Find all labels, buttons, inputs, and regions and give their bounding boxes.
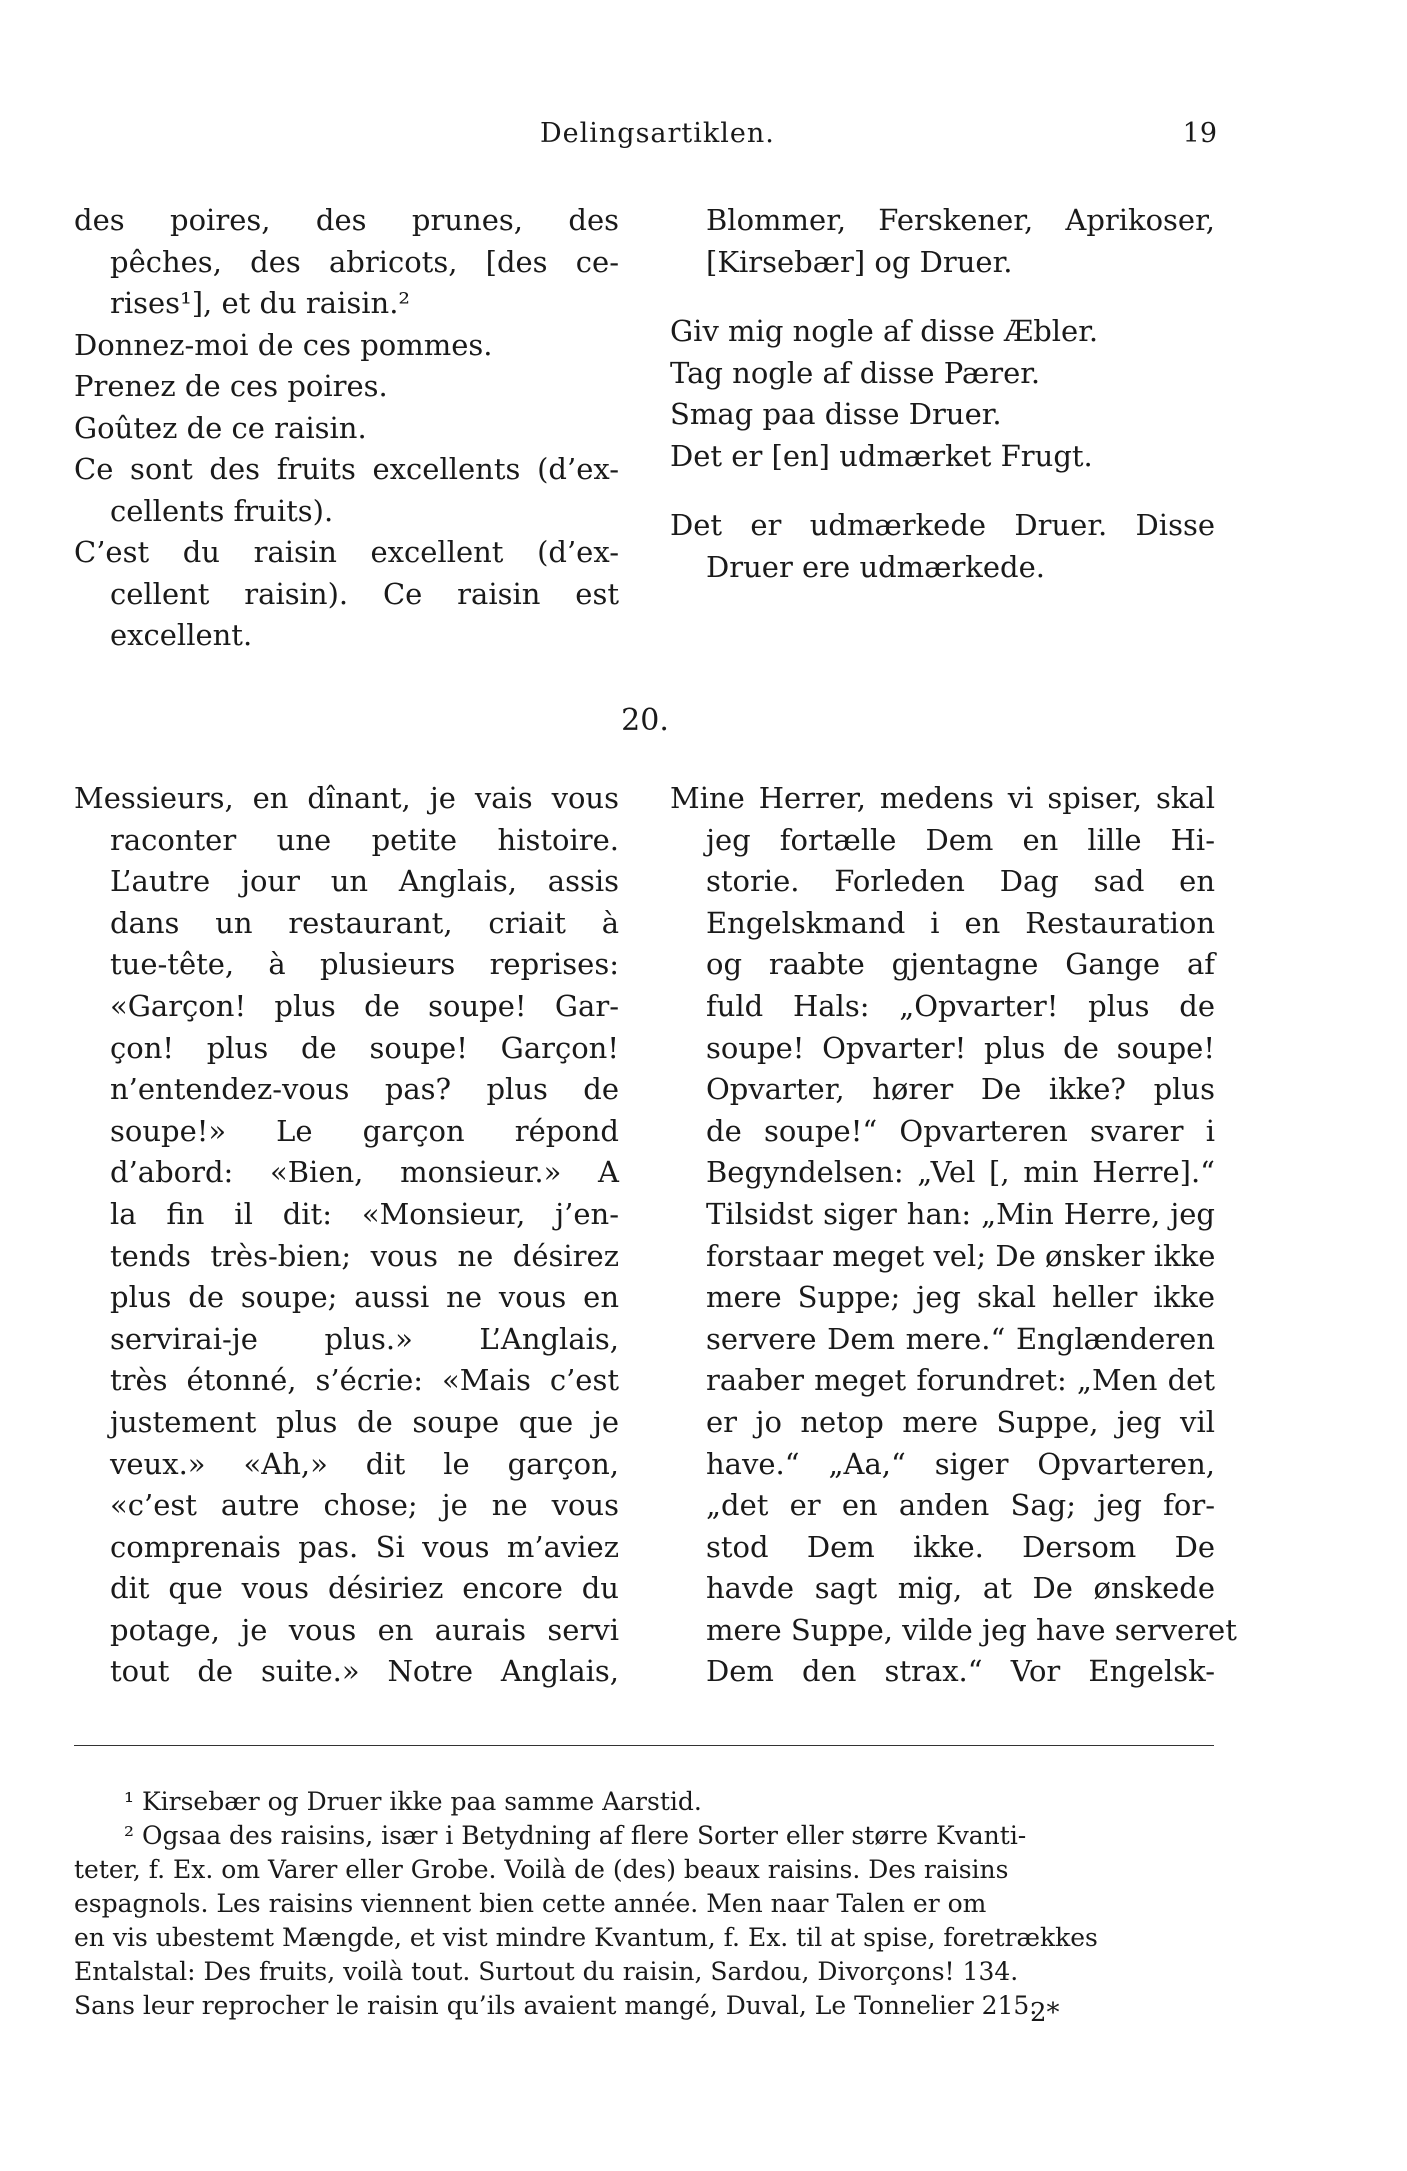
text-line: rises¹], et du raisin.² <box>110 286 411 320</box>
text-line: d’abord: «Bien, monsieur.» A <box>110 1155 619 1190</box>
text-line: soupe!» Le garçon répond <box>110 1113 619 1148</box>
footnote-divider <box>74 1745 1214 1746</box>
text-line: Mine Herrer, medens vi spiser, skal <box>670 781 1215 815</box>
text-line: raaber meget forundret: „Men det <box>706 1363 1215 1398</box>
text-line: n’entendez-vous pas? plus de <box>110 1072 619 1107</box>
text-line: Tilsidst siger han: „Min Herre, jeg <box>706 1196 1215 1231</box>
text-line: er jo netop mere Suppe, jeg vil <box>706 1404 1215 1439</box>
text-line: justement plus de soupe que je <box>110 1404 619 1439</box>
text-line: Begyndelsen: „Vel [, min Herre].“ <box>706 1155 1215 1190</box>
top-left-column <box>74 200 619 657</box>
text-line: excellent. <box>110 618 253 652</box>
page-number: 19 <box>1182 118 1217 149</box>
text-line: Det er [en] udmærket Frugt. <box>670 438 1093 473</box>
text-line: Smag paa disse Druer. <box>670 397 1002 431</box>
text-line: Giv mig nogle af disse Æbler. <box>670 314 1099 348</box>
text-line: Opvarter, hører De ikke? plus <box>706 1072 1215 1107</box>
text-line: cellents fruits). <box>110 493 334 528</box>
text-line: „det er en anden Sag; jeg for- <box>706 1488 1215 1523</box>
running-header <box>0 118 1407 158</box>
text-line: çon! plus de soupe! Garçon! <box>110 1030 619 1065</box>
text-line: Tag nogle af disse Pærer. <box>670 355 1041 390</box>
text-line: Dem den strax.“ Vor Engelsk- <box>706 1654 1215 1689</box>
text-line: og raabte gjentagne Gange af <box>706 947 1215 982</box>
text-line: des poires, des prunes, des <box>74 203 619 237</box>
text-line: Prenez de ces poires. <box>74 369 388 403</box>
text-line: jeg fortælle Dem en lille Hi- <box>706 822 1215 857</box>
text-line: L’autre jour un Anglais, assis <box>110 864 619 899</box>
text-line: potage, je vous en aurais servi <box>110 1612 619 1647</box>
footnote-2-line: teter, f. Ex. om Varer eller Grobe. Voilà de (des) beaux raisins. Des raisins <box>74 1855 1009 1884</box>
footnote-2-line: Sans leur reprocher le raisin qu’ils avaient mangé, Duval, Le Tonnelier 215. <box>74 1991 1038 2020</box>
text-line: Messieurs, en dînant, je vais vous <box>74 781 619 815</box>
section-number: 20. <box>621 703 669 738</box>
text-line: tout de suite.» Notre Anglais, <box>110 1654 619 1689</box>
french-column <box>74 778 619 1693</box>
text-line: veux.» «Ah,» dit le garçon, <box>110 1446 619 1481</box>
danish-column <box>670 778 1237 1693</box>
text-line: raconter une petite histoire. <box>110 822 619 857</box>
text-line: havde sagt mig, at De ønskede <box>706 1571 1215 1606</box>
text-line: comprenais pas. Si vous m’aviez <box>110 1529 619 1564</box>
text-line: plus de soupe; aussi ne vous en <box>110 1280 619 1315</box>
text-line: have.“ „Aa,“ siger Opvarteren, <box>706 1446 1215 1481</box>
text-line: très étonné, s’écrie: «Mais c’est <box>110 1363 619 1398</box>
text-line: cellent raisin). Ce raisin est <box>110 576 619 611</box>
text-line: soupe! Opvarter! plus de soupe! <box>706 1030 1215 1065</box>
text-line: fuld Hals: „Opvarter! plus de <box>706 988 1215 1023</box>
signature-mark: 2* <box>1030 1998 1060 2028</box>
text-line: Det er udmærkede Druer. Disse <box>670 508 1215 542</box>
text-line: dit que vous désiriez encore du <box>110 1571 619 1606</box>
text-line: stod Dem ikke. Dersom De <box>706 1529 1215 1564</box>
text-line: C’est du raisin excellent (d’ex- <box>74 535 619 569</box>
text-line: servirai-je plus.» L’Anglais, <box>110 1321 619 1356</box>
text-line: Goûtez de ce raisin. <box>74 410 367 445</box>
footnote-2-line: en vis ubestemt Mængde, et vist mindre Kvantum, f. Ex. til at spise, foretrækkes <box>74 1923 1098 1952</box>
footnote-2-line: ² Ogsaa des raisins, især i Betydning af flere Sorter eller større Kvanti- <box>124 1821 1027 1850</box>
text-line: Donnez-moi de ces pommes. <box>74 327 493 362</box>
text-line: Druer ere udmærkede. <box>706 549 1045 584</box>
text-line: tends très-bien; vous ne désirez <box>110 1238 619 1273</box>
text-line: pêches, des abricots, [des ce- <box>110 244 619 279</box>
footnotes <box>74 1785 1214 2023</box>
text-line: mere Suppe, vilde jeg have serveret <box>706 1612 1237 1647</box>
text-line: servere Dem mere.“ Englænderen <box>706 1321 1215 1356</box>
text-line: mere Suppe; jeg skal heller ikke <box>706 1280 1215 1315</box>
text-line: [Kirsebær] og Druer. <box>706 244 1013 279</box>
text-line: Ce sont des fruits excellents (d’ex- <box>74 452 619 486</box>
text-line: la fin il dit: «Monsieur, j’en- <box>110 1196 619 1231</box>
top-right-column <box>670 200 1215 588</box>
text-line: Engelskmand i en Restauration <box>706 905 1215 940</box>
footnote-1: ¹ Kirsebær og Druer ikke paa samme Aarstid. <box>124 1787 702 1816</box>
text-line: «Garçon! plus de soupe! Gar- <box>110 988 619 1023</box>
footnote-2-line: espagnols. Les raisins viennent bien cette année. Men naar Talen er om <box>74 1889 987 1918</box>
text-line: storie. Forleden Dag sad en <box>706 864 1215 899</box>
text-line: Blommer, Ferskener, Aprikoser, <box>706 203 1215 237</box>
text-line: tue-tête, à plusieurs reprises: <box>110 947 619 982</box>
text-line: forstaar meget vel; De ønsker ikke <box>706 1238 1216 1273</box>
text-line: «c’est autre chose; je ne vous <box>110 1488 619 1523</box>
running-title: Delingsartiklen. <box>540 118 775 149</box>
text-line: de soupe!“ Opvarteren svarer i <box>706 1113 1215 1148</box>
text-line: dans un restaurant, criait à <box>110 905 619 940</box>
footnote-2-line: Entalstal: Des fruits, voilà tout. Surtout du raisin, Sardou, Divorçons! 134. <box>74 1957 1019 1986</box>
